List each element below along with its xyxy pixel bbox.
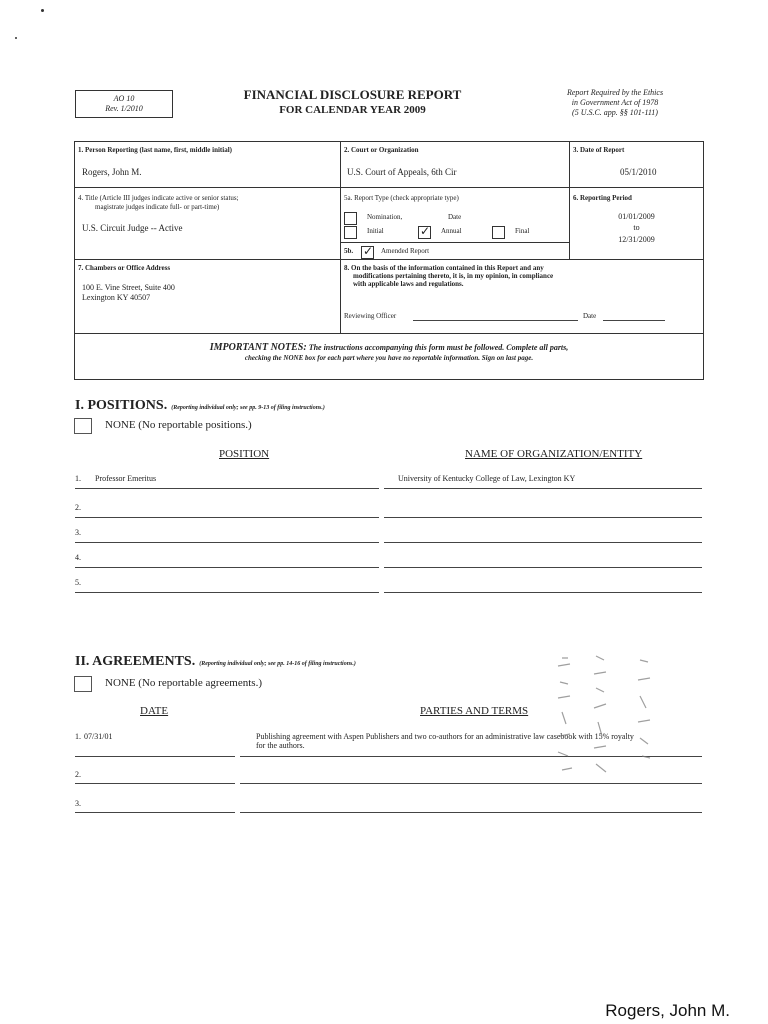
person-value: Rogers, John M. — [82, 167, 142, 177]
form-code-box — [75, 90, 173, 118]
report-year: FOR CALENDAR YEAR 2009 — [279, 104, 426, 116]
organization-row-line — [384, 592, 702, 593]
agreements-heading — [75, 652, 356, 670]
date-value: 05/1/2010 — [620, 167, 657, 177]
final-checkbox[interactable] — [492, 226, 505, 239]
agreement-date[interactable]: 07/31/01 — [84, 732, 113, 741]
period-to: 12/31/2009 — [618, 235, 655, 244]
footer-name: Rogers, John M. — [605, 1001, 730, 1020]
report-title: FINANCIAL DISCLOSURE REPORT — [243, 87, 462, 102]
review-date-label: Date — [583, 312, 597, 320]
agreement-row-number: 3. — [75, 799, 81, 808]
important-notes-heading: IMPORTANT NOTES: — [209, 342, 307, 353]
received-stamp — [548, 652, 663, 790]
ethics-line-1: Report Required by the Ethics — [566, 88, 664, 97]
organization-row-line — [384, 517, 702, 518]
nomination-label: Nomination, — [367, 213, 403, 221]
position-row-number: 1. — [75, 474, 81, 483]
reviewing-officer-label: Reviewing Officer — [344, 312, 397, 320]
position-row-line — [75, 488, 379, 489]
position-row-line — [75, 567, 379, 568]
agreement-date-line — [75, 756, 235, 757]
positions-column-organization: NAME OF ORGANIZATION/ENTITY — [465, 448, 643, 460]
chambers-label: 7. Chambers or Office Address — [78, 264, 171, 272]
period-to-word: to — [633, 223, 640, 232]
ethics-note — [545, 88, 685, 118]
organization-row-line — [384, 567, 702, 568]
form-revision: Rev. 1/2010 — [105, 104, 143, 113]
agreement-terms-continued[interactable]: for the authors. — [256, 741, 305, 750]
position-row-line — [75, 542, 379, 543]
title-label-2: magistrate judges indicate full- or part-time) — [95, 203, 220, 211]
nomination-checkbox[interactable] — [344, 212, 357, 225]
agreement-date-line — [75, 783, 235, 784]
positions-none-checkbox[interactable] — [74, 418, 92, 434]
annual-label: Annual — [441, 227, 462, 235]
amended-section-label: 5b. — [344, 247, 354, 255]
agreements-note: (Reporting individual only; see pp. 14-16 of filing instructions.) — [199, 661, 356, 667]
address-line-1: 100 E. Vine Street, Suite 400 — [82, 283, 175, 292]
form-code: AO 10 — [113, 94, 135, 103]
court-label: 2. Court or Organization — [344, 146, 419, 154]
position-title[interactable]: Professor Emeritus — [95, 474, 157, 483]
position-organization[interactable]: University of Kentucky College of Law, Lexington KY — [398, 474, 576, 483]
organization-row-line — [384, 542, 702, 543]
court-value: U.S. Court of Appeals, 6th Cir — [347, 167, 457, 177]
positions-none-label: NONE (No reportable positions.) — [105, 419, 252, 431]
initial-checkbox[interactable] — [344, 226, 357, 239]
important-notes-line-2: checking the NONE box for each part where you have no reportable information. Sign on last page. — [244, 354, 534, 362]
review-line-2: modifications pertaining thereto, it is, in my opinion, in compliance — [353, 272, 554, 280]
reviewing-officer-line[interactable] — [413, 320, 578, 321]
title-value: U.S. Circuit Judge -- Active — [82, 223, 183, 233]
positions-heading — [75, 396, 325, 414]
scan-mark — [15, 37, 17, 39]
period-label: 6. Reporting Period — [573, 194, 632, 202]
organization-row-line — [384, 488, 702, 489]
nomination-date-label: Date — [448, 213, 462, 221]
position-row-number: 3. — [75, 528, 81, 537]
agreement-terms-line — [240, 812, 702, 813]
agreement-terms[interactable]: Publishing agreement with Aspen Publishers and two co-authors for an administrative law casebook with 15% royalty — [256, 732, 634, 741]
scan-mark — [41, 9, 44, 12]
report-type-label: 5a. Report Type (check appropriate type) — [344, 194, 459, 202]
ethics-line-3: (5 U.S.C. app. §§ 101-111) — [572, 108, 658, 117]
agreement-row-number: 2. — [75, 770, 81, 779]
address-line-2: Lexington KY 40507 — [82, 293, 151, 302]
annual-checkbox[interactable] — [418, 226, 431, 239]
title-label-1: 4. Title (Article III judges indicate active or senior status; — [78, 194, 239, 202]
initial-label: Initial — [367, 227, 384, 235]
agreement-row-number: 1. — [75, 732, 81, 741]
agreements-none-label: NONE (No reportable agreements.) — [105, 677, 262, 689]
report-info-grid — [74, 141, 704, 380]
amended-checkbox[interactable] — [361, 246, 374, 259]
final-label: Final — [515, 227, 530, 235]
position-row-number: 4. — [75, 553, 81, 562]
positions-column-position: POSITION — [219, 448, 270, 460]
position-row-number: 5. — [75, 578, 81, 587]
agreements-none-checkbox[interactable] — [74, 676, 92, 692]
date-label: 3. Date of Report — [573, 146, 625, 154]
person-label: 1. Person Reporting (last name, first, middle initial) — [78, 146, 232, 154]
agreements-title: II. AGREEMENTS. — [75, 654, 196, 669]
amended-label: Amended Report — [381, 247, 430, 255]
positions-note: (Reporting individual only; see pp. 9-13 of filing instructions.) — [171, 405, 325, 411]
review-line-1: 8. On the basis of the information contained in this Report and any — [344, 264, 544, 272]
review-line-3: with applicable laws and regulations. — [353, 280, 464, 288]
period-from: 01/01/2009 — [618, 212, 655, 221]
position-row-line — [75, 517, 379, 518]
position-row-number: 2. — [75, 503, 81, 512]
agreements-column-date: DATE — [140, 705, 169, 717]
position-row-line — [75, 592, 379, 593]
agreement-date-line — [75, 812, 235, 813]
important-notes-line-1: The instructions accompanying this form must be followed. Complete all parts, — [308, 343, 569, 352]
review-date-line[interactable] — [603, 320, 665, 321]
positions-title: I. POSITIONS. — [75, 398, 168, 413]
agreements-column-parties: PARTIES AND TERMS — [420, 705, 529, 717]
ethics-line-2: in Government Act of 1978 — [571, 98, 659, 107]
important-notes — [75, 342, 703, 363]
